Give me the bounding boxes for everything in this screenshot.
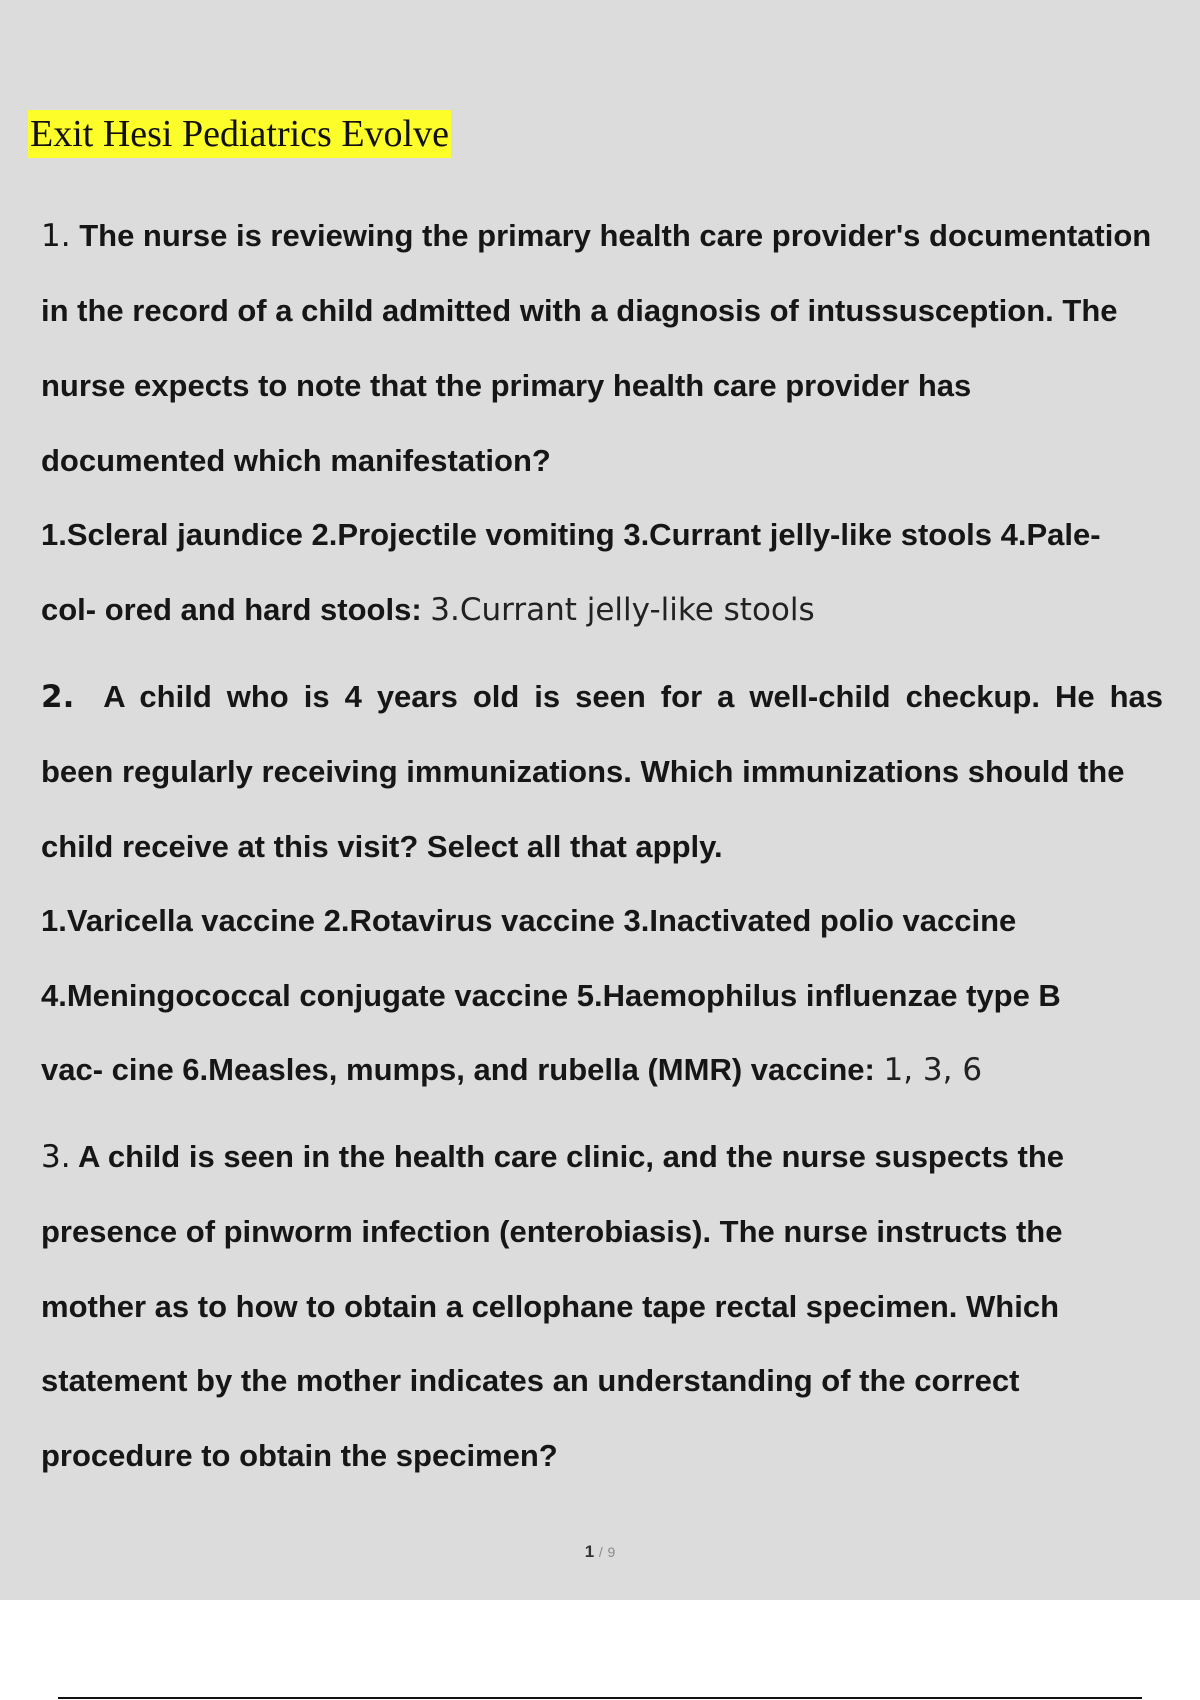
question-number: 2.: [41, 679, 75, 715]
question-2-options-line-1: 1.Varicella vaccine 2.Rotavirus vaccine 3.Inactivated polio vaccine: [41, 903, 1017, 938]
question-1-options-line-1: 1.Scleral jaundice 2.Projectile vomiting 3.Currant jelly-like stools 4.Pale-: [41, 517, 1101, 552]
question-1-stem-line-1: 1. The nurse is reviewing the primary health care provider's documentation: [41, 218, 1152, 254]
question-2-options-line-3: vac- cine 6.Measles, mumps, and rubella (MMR) vaccine: 1, 3, 6: [41, 1052, 983, 1088]
current-page: 1: [584, 1542, 595, 1561]
question-3-stem-line-4: statement by the mother indicates an understanding of the correct: [41, 1363, 1020, 1398]
question-1-stem-line-4: documented which manifestation?: [41, 443, 551, 478]
question-number: 1.: [41, 218, 71, 254]
document-title: Exit Hesi Pediatrics Evolve: [28, 110, 451, 158]
question-3-stem-line-2: presence of pinworm infection (enterobiasis). The nurse instructs the: [41, 1214, 1063, 1249]
question-2-stem-line-1: 2. A child who is 4 years old is seen for a well-child checkup. He has: [41, 679, 1163, 715]
question-1-options-line-2: col- ored and hard stools: 3.Currant jelly-like stools: [41, 592, 815, 628]
question-3-stem-line-3: mother as to how to obtain a cellophane tape rectal specimen. Which: [41, 1289, 1060, 1324]
question-2-stem-line-3: child receive at this visit? Select all that apply.: [41, 829, 723, 864]
question-2-stem-line-2: been regularly receiving immunizations. Which immunizations should the: [41, 754, 1125, 789]
question-number: 3.: [41, 1139, 71, 1175]
question-3-stem-line-5: procedure to obtain the specimen?: [41, 1438, 558, 1473]
question-2-answer: 1, 3, 6: [883, 1052, 983, 1088]
question-2-options-line-2: 4.Meningococcal conjugate vaccine 5.Haemophilus influenzae type B: [41, 978, 1061, 1013]
question-1-answer: 3.Currant jelly-like stools: [430, 592, 815, 628]
question-1-stem-line-2: in the record of a child admitted with a diagnosis of intussusception. The: [41, 293, 1118, 328]
question-3-stem-line-1: 3. A child is seen in the health care clinic, and the nurse suspects the: [41, 1139, 1065, 1175]
page-indicator: 1 / 9: [584, 1542, 616, 1561]
page-divider: [58, 1697, 1142, 1699]
question-1-stem-line-3: nurse expects to note that the primary health care provider has: [41, 368, 972, 403]
total-pages: 9: [607, 1544, 616, 1560]
